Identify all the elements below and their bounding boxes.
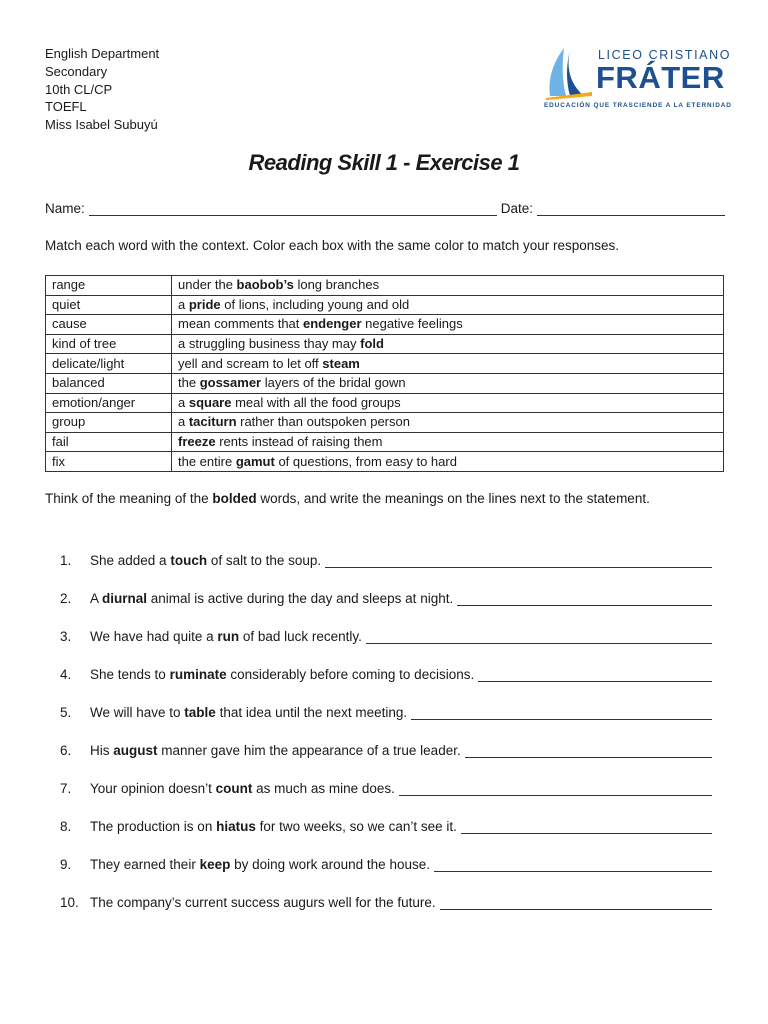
list-item (60, 758, 712, 796)
question-bold: run (217, 629, 240, 644)
question-number: 10. (60, 895, 79, 910)
answer-line[interactable] (325, 553, 712, 568)
teacher: Miss Isabel Subuyú (45, 117, 158, 133)
context-pre: the (178, 375, 200, 391)
match-context[interactable] (172, 334, 724, 354)
question-pre: Your opinion doesn’t (90, 781, 216, 796)
context-post: layers of the bridal gown (261, 375, 406, 391)
list-item (60, 644, 712, 682)
context-post: of questions, from easy to hard (274, 453, 457, 469)
context-bold: taciturn (188, 414, 237, 430)
context-pre: a (178, 296, 189, 312)
question-pre: The production is on (90, 819, 217, 834)
question-pre: A (90, 591, 103, 606)
context-bold: gamut (235, 453, 275, 469)
context-post: negative feelings (361, 316, 463, 332)
date-label: Date: (500, 201, 534, 216)
context-bold: steam (322, 355, 360, 371)
context-pre: yell and scream to let off (178, 355, 323, 371)
logo-line1: LICEO CRISTIANO (598, 48, 732, 62)
question-number: 7. (60, 781, 72, 796)
question-text (90, 857, 430, 872)
table-row (46, 393, 724, 413)
question-bold: august (113, 743, 158, 758)
instructions-match: Match each word with the context. Color each box with the same color to match your responses. (45, 238, 620, 253)
question-bold: table (184, 705, 216, 720)
match-context[interactable] (172, 413, 724, 433)
match-context[interactable] (172, 276, 724, 296)
question-pre: His (90, 743, 114, 758)
question-text (90, 591, 453, 606)
answer-line[interactable] (411, 705, 712, 720)
match-context[interactable] (172, 354, 724, 374)
question-post: as much as mine does. (252, 781, 395, 796)
question-pre: We will have to (90, 705, 185, 720)
logo-line2: FRÁTER (596, 60, 725, 95)
list-item (60, 568, 712, 606)
question-bold: keep (199, 857, 231, 872)
question-list (60, 530, 712, 910)
match-word[interactable]: delicate/light (46, 354, 172, 374)
context-pre: under the (178, 277, 237, 293)
match-word[interactable]: range (46, 276, 172, 296)
table-row (46, 354, 724, 374)
level: Secondary (45, 63, 108, 79)
list-item (60, 530, 712, 568)
context-bold: gossamer (199, 375, 262, 391)
answer-line[interactable] (366, 629, 712, 644)
name-field[interactable] (89, 201, 497, 216)
question-text (90, 629, 362, 644)
instructions-text-post: words, and write the meanings on the lines next to the statement. (256, 491, 650, 506)
name-label: Name: (45, 201, 85, 216)
table-row (46, 432, 724, 452)
question-number: 5. (60, 705, 72, 720)
table-row (46, 334, 724, 354)
question-post: manner gave him the appearance of a true leader. (157, 743, 461, 758)
match-word[interactable]: quiet (46, 295, 172, 315)
match-context[interactable] (172, 295, 724, 315)
context-pre: the entire (178, 453, 236, 469)
question-number: 9. (60, 857, 72, 872)
question-number: 2. (60, 591, 72, 606)
question-text (90, 781, 395, 796)
context-pre: mean comments that (178, 316, 303, 332)
question-bold: touch (170, 553, 208, 568)
match-word[interactable]: emotion/anger (46, 393, 172, 413)
grade: 10th CL/CP (45, 81, 113, 97)
match-word[interactable]: cause (46, 315, 172, 335)
sail-logo-icon (544, 46, 594, 100)
context-post: meal with all the food groups (231, 394, 401, 410)
list-item (60, 682, 712, 720)
question-post: of salt to the soup. (207, 553, 322, 568)
context-bold: pride (188, 296, 221, 312)
question-pre: She tends to (90, 667, 170, 682)
match-context[interactable] (172, 452, 724, 472)
page-title: Reading Skill 1 - Exercise 1 (248, 150, 520, 175)
match-word[interactable]: fix (46, 452, 172, 472)
question-bold: hiatus (216, 819, 256, 834)
question-post: considerably before coming to decisions. (226, 667, 475, 682)
table-row (46, 276, 724, 296)
context-pre: a (178, 394, 189, 410)
question-text (90, 667, 474, 682)
date-field[interactable] (537, 201, 725, 216)
name-date-line (45, 201, 725, 216)
context-post: rather than outspoken person (236, 414, 410, 430)
question-pre: The company’s current success augurs well for the future. (90, 895, 436, 910)
context-post: long branches (293, 277, 380, 293)
question-number: 1. (60, 553, 72, 568)
answer-line[interactable] (434, 857, 712, 872)
table-row (46, 295, 724, 315)
question-text (90, 705, 407, 720)
question-pre: We have had quite a (90, 629, 218, 644)
course: TOEFL (45, 99, 87, 115)
logo-tagline: EDUCACIÓN QUE TRASCIENDE A LA ETERNIDAD (544, 102, 732, 109)
question-bold: ruminate (169, 667, 227, 682)
answer-line[interactable] (461, 819, 712, 834)
question-number: 8. (60, 819, 72, 834)
question-text (90, 553, 321, 568)
school-logo (544, 44, 732, 116)
context-post: of lions, including young and old (220, 296, 410, 312)
table-row (46, 315, 724, 335)
answer-line[interactable] (440, 895, 712, 910)
question-text (90, 819, 457, 834)
table-row (46, 413, 724, 433)
question-number: 6. (60, 743, 72, 758)
question-text (90, 895, 436, 910)
department: English Department (45, 46, 160, 61)
match-context[interactable] (172, 432, 724, 452)
instructions-meanings (45, 491, 650, 506)
question-pre: They earned their (90, 857, 200, 872)
context-bold: square (188, 394, 232, 410)
table-row (46, 452, 724, 472)
context-bold: endenger (303, 316, 362, 332)
context-pre: a (178, 414, 189, 430)
context-bold: freeze (178, 434, 216, 450)
instructions-text-bold: bolded (212, 491, 257, 506)
list-item (60, 872, 712, 910)
match-context[interactable] (172, 373, 724, 393)
question-post: that idea until the next meeting. (215, 705, 408, 720)
context-pre: a struggling business thay may (178, 336, 361, 352)
question-bold: count (215, 781, 253, 796)
list-item (60, 834, 712, 872)
list-item (60, 606, 712, 644)
question-pre: She added a (90, 553, 171, 568)
question-bold: diurnal (102, 591, 148, 606)
table-row (46, 373, 724, 393)
match-word[interactable]: fail (46, 432, 172, 452)
question-text (90, 743, 461, 758)
list-item (60, 720, 712, 758)
match-word[interactable]: kind of tree (46, 334, 172, 354)
answer-line[interactable] (465, 743, 712, 758)
question-number: 4. (60, 667, 72, 682)
match-word[interactable]: group (46, 413, 172, 433)
question-post: by doing work around the house. (230, 857, 430, 872)
answer-line[interactable] (457, 591, 712, 606)
question-post: animal is active during the day and sleeps at night. (147, 591, 454, 606)
list-item (60, 796, 712, 834)
question-number: 3. (60, 629, 72, 644)
context-bold: fold (360, 336, 384, 352)
match-word[interactable]: balanced (46, 373, 172, 393)
match-context[interactable] (172, 315, 724, 335)
instructions-text-pre: Think of the meaning of the (45, 491, 213, 506)
question-post: for two weeks, so we can’t see it. (255, 819, 457, 834)
context-bold: baobob’s (236, 277, 294, 293)
match-table (45, 275, 724, 472)
context-post: rents instead of raising them (215, 434, 383, 450)
match-context[interactable] (172, 393, 724, 413)
question-post: of bad luck recently. (239, 629, 362, 644)
header-info (45, 45, 159, 134)
answer-line[interactable] (399, 781, 712, 796)
answer-line[interactable] (478, 667, 712, 682)
